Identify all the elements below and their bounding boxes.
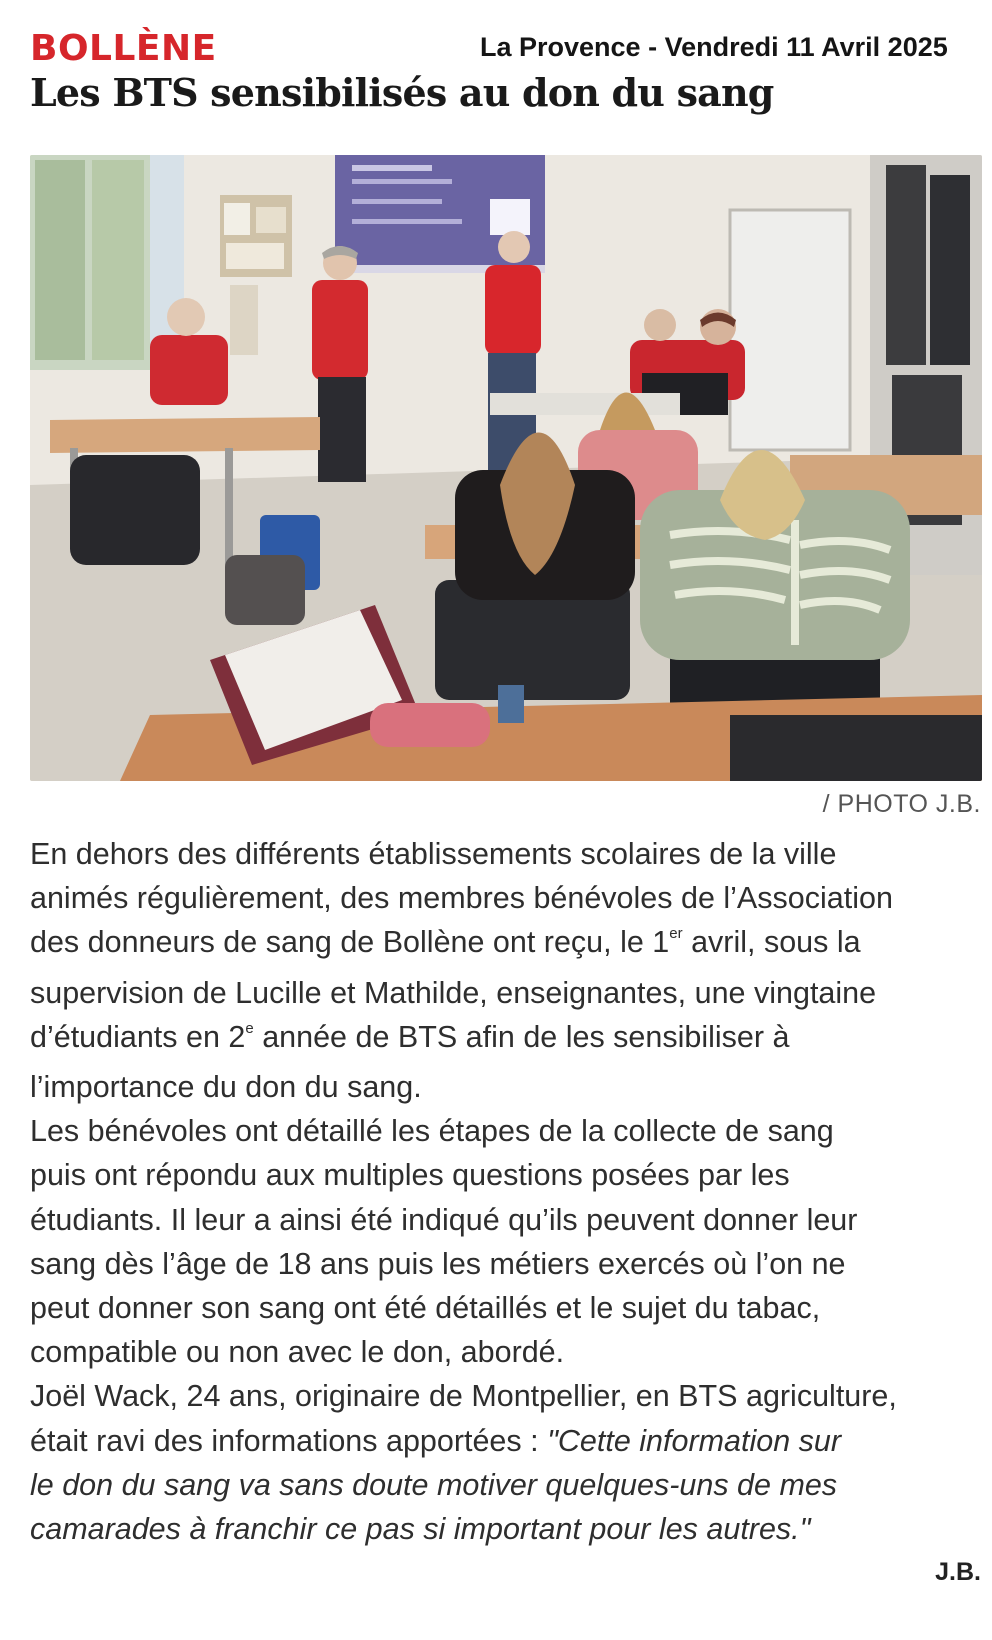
- text-line: [30, 1507, 988, 1551]
- text-line: Les bénévoles ont détaillé les étapes de la collecte de sang: [30, 1114, 834, 1149]
- paragraph: [30, 1109, 988, 1374]
- text-fragment: année de BTS afin de les sensibiliser à: [253, 1019, 790, 1054]
- text-fragment: des donneurs de sang de Bollène ont reçu, le 1: [30, 925, 670, 960]
- text-line: compatible ou non avec le don, abordé.: [30, 1335, 565, 1370]
- text-line: sang dès l’âge de 18 ans puis les métiers exercés où l’on ne: [30, 1246, 846, 1281]
- text-line: puis ont répondu aux multiples questions posées par les: [30, 1158, 790, 1193]
- text-line: [30, 1419, 988, 1463]
- paragraph: [30, 1374, 988, 1551]
- article-body: [30, 832, 988, 1551]
- quote-fragment: le don du sang va sans doute motiver quelques-uns de mes: [30, 1467, 838, 1502]
- headline: Les BTS sensibilisés au don du sang: [30, 70, 774, 115]
- text-line: [30, 1463, 988, 1507]
- photo-credit: / PHOTO J.B.: [822, 790, 981, 818]
- text-line: Joël Wack, 24 ans, originaire de Montpellier, en BTS agriculture,: [30, 1379, 897, 1414]
- text-fragment: avril, sous la: [682, 925, 861, 960]
- text-line: animés régulièrement, des membres bénévoles de l’Association: [30, 881, 893, 916]
- ordinal-superscript: er: [669, 925, 683, 943]
- text-line: [30, 1015, 988, 1065]
- text-line: [30, 920, 988, 970]
- section-label: BOLLÈNE: [30, 28, 217, 69]
- publication-dateline: La Provence - Vendredi 11 Avril 2025: [480, 32, 948, 62]
- text-fragment: était ravi des informations apportées :: [30, 1423, 548, 1458]
- text-line: En dehors des différents établissements scolaires de la ville: [30, 837, 837, 871]
- article-photo: [30, 155, 982, 781]
- paragraph: [30, 832, 988, 1109]
- text-line: l’importance du don du sang.: [30, 1070, 422, 1105]
- author-signature: J.B.: [935, 1558, 981, 1586]
- text-line: étudiants. Il leur a ainsi été indiqué qu’ils peuvent donner leur: [30, 1202, 858, 1237]
- quote-fragment: camarades à franchir ce pas si important pour les autres.": [30, 1512, 811, 1547]
- text-line: peut donner son sang ont été détaillés et le sujet du tabac,: [30, 1291, 821, 1326]
- quote-fragment: "Cette information sur: [547, 1423, 841, 1458]
- text-line: supervision de Lucille et Mathilde, enseignantes, une vingtaine: [30, 975, 877, 1010]
- ordinal-superscript: e: [245, 1019, 254, 1037]
- text-fragment: d’étudiants en 2: [30, 1019, 246, 1054]
